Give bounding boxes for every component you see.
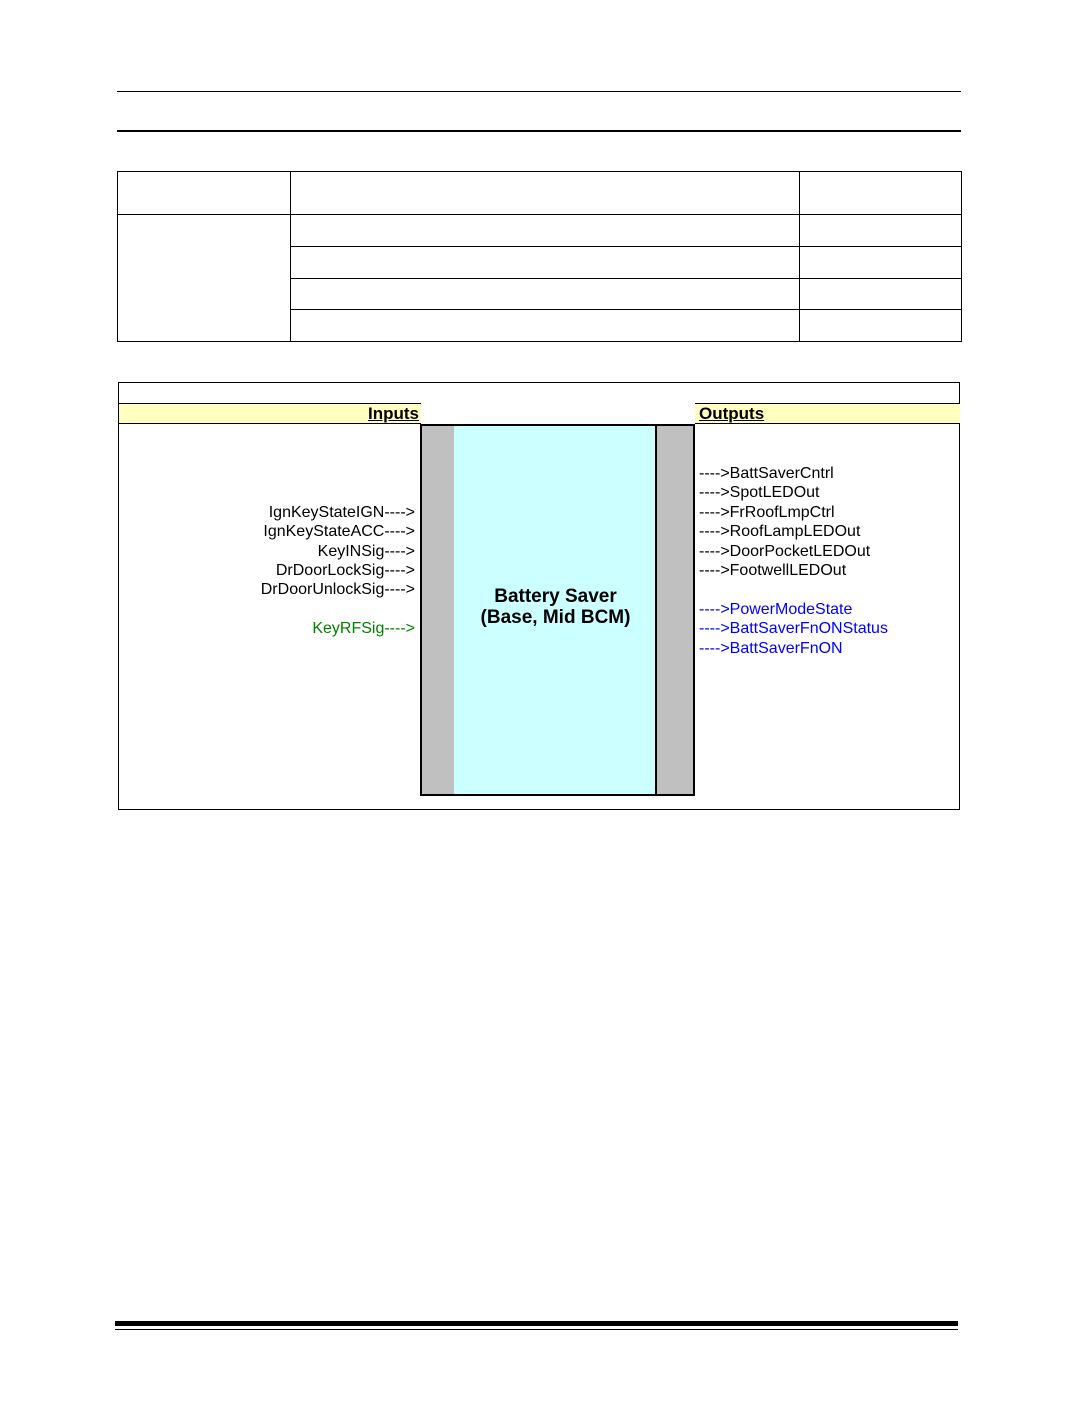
table-cell (118, 172, 291, 215)
table-cell (291, 310, 800, 342)
table-cell (291, 215, 800, 247)
output-signal: ---->FootwellLEDOut (699, 562, 847, 579)
table-cell (291, 172, 800, 215)
inputs-header: Inputs (119, 403, 421, 424)
output-signal: ---->BattSaverCntrl (699, 465, 834, 482)
outputs-header: Outputs (695, 403, 960, 424)
table-cell (800, 247, 962, 279)
input-signal: DrDoorLockSig----> (275, 562, 415, 579)
table-cell (800, 215, 962, 247)
table-cell (291, 247, 800, 279)
input-signal: KeyRFSig----> (312, 620, 415, 637)
table-cell (291, 279, 800, 310)
header-rule-bottom (117, 130, 961, 132)
block-title (454, 586, 657, 628)
output-signal: ---->DoorPocketLEDOut (699, 543, 871, 560)
output-signal: ---->BattSaverFnONStatus (699, 620, 888, 637)
table-cell (800, 172, 962, 215)
output-signal: ---->SpotLEDOut (699, 484, 820, 501)
output-signal: ---->RoofLampLEDOut (699, 523, 861, 540)
output-signal: ---->BattSaverFnON (699, 640, 843, 657)
table-cell (800, 279, 962, 310)
footer-rule-thick (115, 1321, 958, 1326)
block-right-bar (655, 424, 695, 796)
footer-rule-thin (115, 1329, 958, 1330)
header-rule-top (117, 91, 961, 92)
table-cell (118, 215, 291, 342)
block-left-bar (420, 424, 456, 796)
battery-saver-diagram (118, 382, 960, 810)
function-block (454, 424, 657, 796)
block-title-line1: Battery Saver (494, 586, 617, 607)
output-signal: ---->FrRoofLmpCtrl (699, 504, 835, 521)
table-cell (800, 310, 962, 342)
table-header-row (118, 172, 962, 215)
input-signal: IgnKeyStateACC----> (263, 523, 415, 540)
input-signal: KeyINSig----> (317, 543, 415, 560)
output-signal: ---->PowerModeState (699, 601, 853, 618)
input-signal: IgnKeyStateIGN----> (268, 504, 415, 521)
revision-table (117, 171, 962, 342)
input-signal: DrDoorUnlockSig----> (260, 581, 415, 598)
block-title-line2: (Base, Mid BCM) (480, 607, 631, 628)
table-row (118, 215, 962, 247)
